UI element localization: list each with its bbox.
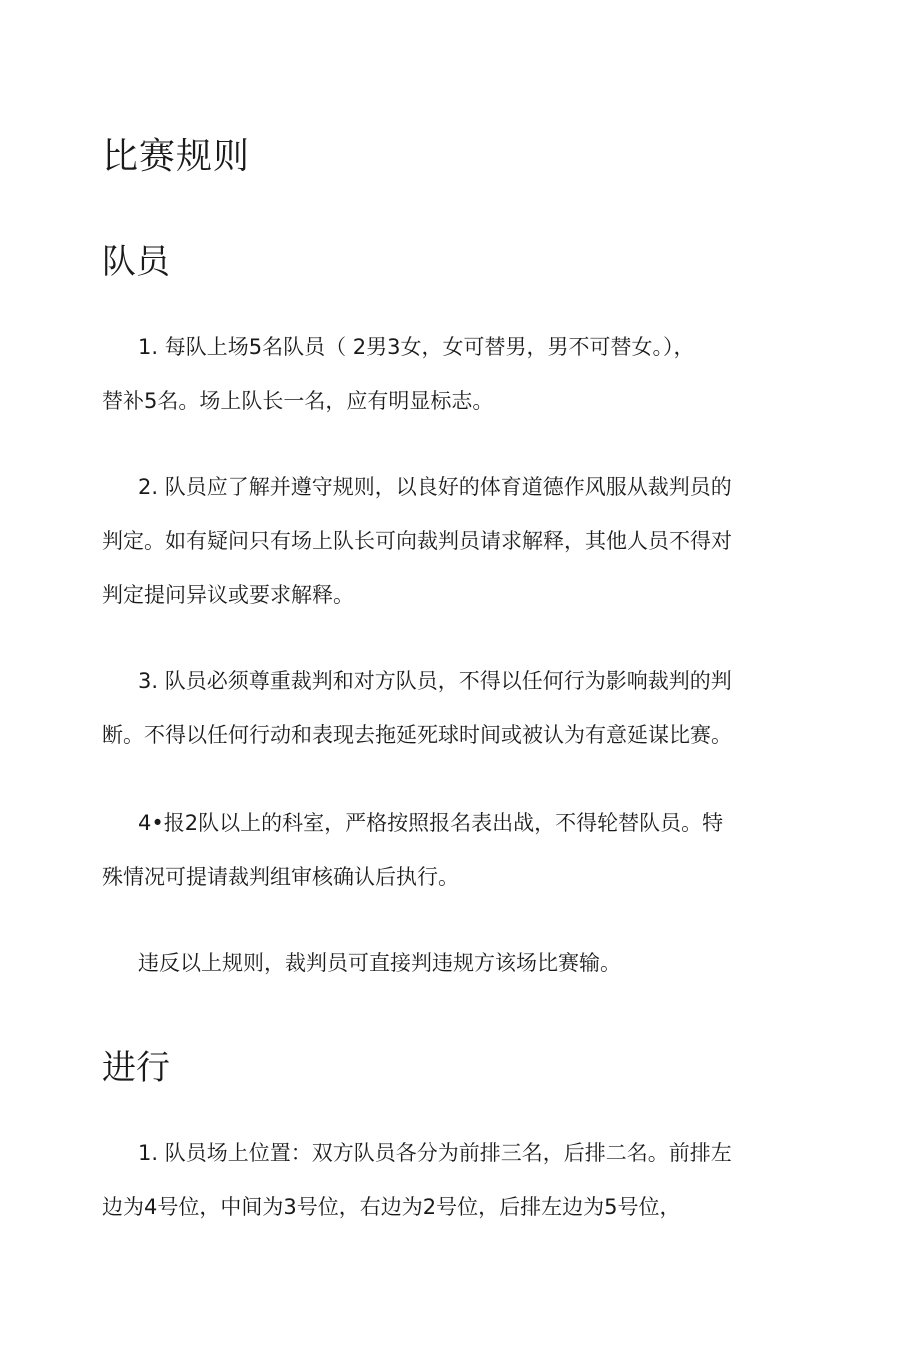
rule-2-line-2: 判定。如有疑问只有场上队长可向裁判员请求解释，其他人员不得对 [102,529,732,553]
rule-1-line-2: 替补5名。场上队长一名，应有明显标志。 [102,389,494,413]
rule-2-line-3: 判定提问异议或要求解释。 [102,583,354,607]
document-title: 比赛规则 [102,136,251,177]
rule-2-line-1: 2. 队员应了解并遵守规则，以良好的体育道德作风服从裁判员的 [138,475,732,499]
rule-4-line-1: 4•报2队以上的科室，严格按照报名表出战，不得轮替队员。特 [138,811,724,835]
progress-rule-1-line-1: 1. 队员场上位置：双方队员各分为前排三名，后排二名。前排左 [138,1141,732,1165]
rule-4-line-2: 殊情况可提请裁判组审核确认后执行。 [102,865,459,889]
rule-1-line-1: 1. 每队上场5名队员（ 2男3女，女可替男，男不可替女。）， [138,335,695,359]
section-heading-players: 队员 [102,242,170,282]
progress-rule-1-line-2: 边为4号位，中间为3号位，右边为2号位，后排左边为5号位， [102,1195,681,1219]
rule-3-line-2: 断。不得以任何行动和表现去拖延死球时间或被认为有意延谋比赛。 [102,723,732,747]
violation-note: 违反以上规则，裁判员可直接判违规方该场比赛输。 [138,951,621,975]
rule-3-line-1: 3. 队员必须尊重裁判和对方队员，不得以任何行为影响裁判的判 [138,669,732,693]
section-heading-progress: 进行 [102,1048,170,1088]
